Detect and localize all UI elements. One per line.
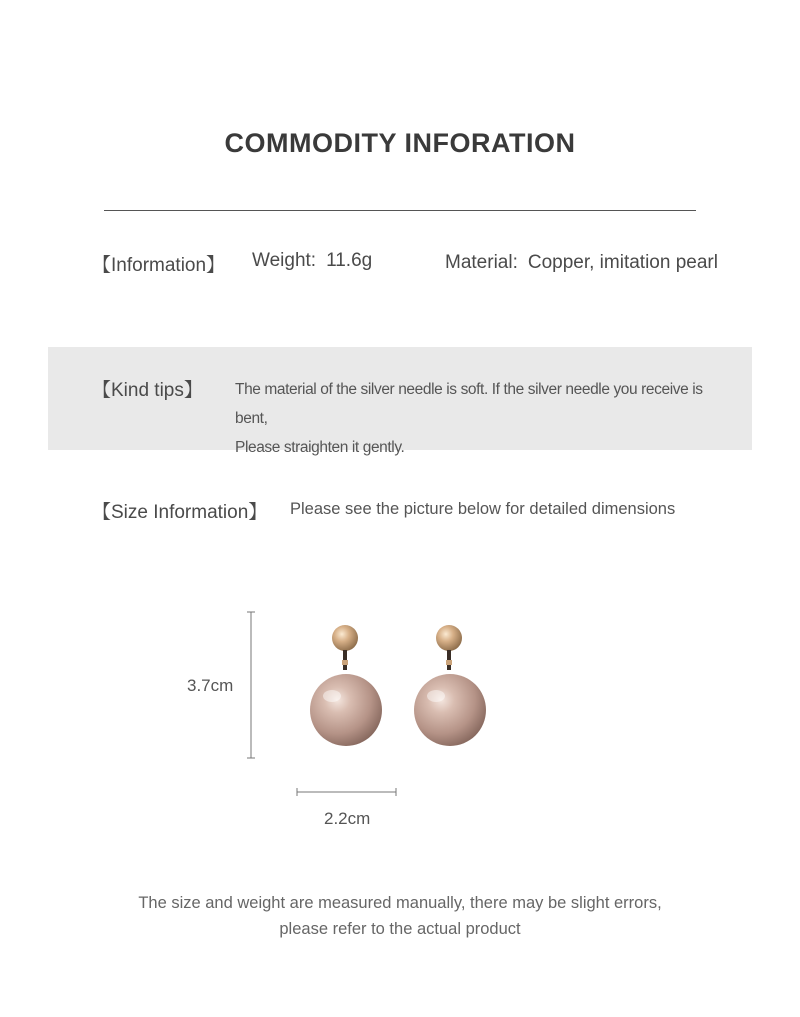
material-value: Copper, imitation pearl — [527, 252, 718, 273]
information-label: 【Information】 — [92, 255, 226, 276]
kind-tips-box — [48, 347, 752, 456]
kind-tips-line-2: Please straighten it gently. — [235, 439, 405, 456]
left-earring — [310, 625, 382, 746]
measurement-note-line-1: The size and weight are measured manually, there may be slight errors, — [138, 894, 662, 912]
kind-tips-text — [235, 375, 735, 462]
height-dimension-line — [247, 612, 255, 758]
weight-value: 11.6g — [326, 250, 373, 271]
material-label: Material: — [445, 252, 518, 273]
kind-tips-label: 【Kind tips】 — [92, 380, 203, 401]
width-dimension-label: 2.2cm — [324, 809, 371, 828]
right-earring — [414, 625, 486, 746]
kind-tips-line-1: The material of the silver needle is soft. If the silver needle you receive is bent, — [235, 381, 703, 427]
measurement-note — [0, 890, 800, 942]
measurement-note-line-2: please refer to the actual product — [279, 920, 521, 938]
weight-field — [252, 250, 372, 272]
material-field — [445, 252, 718, 274]
height-dimension-label: 3.7cm — [187, 676, 234, 695]
page-title: COMMODITY INFORATION — [224, 128, 576, 158]
information-row — [92, 250, 752, 280]
size-information-text: Please see the picture below for detailed dimensions — [290, 500, 676, 518]
title-divider — [104, 210, 696, 211]
size-information-label: 【Size Information】 — [92, 502, 268, 523]
weight-label: Weight: — [252, 250, 317, 271]
width-dimension-line — [297, 788, 396, 796]
